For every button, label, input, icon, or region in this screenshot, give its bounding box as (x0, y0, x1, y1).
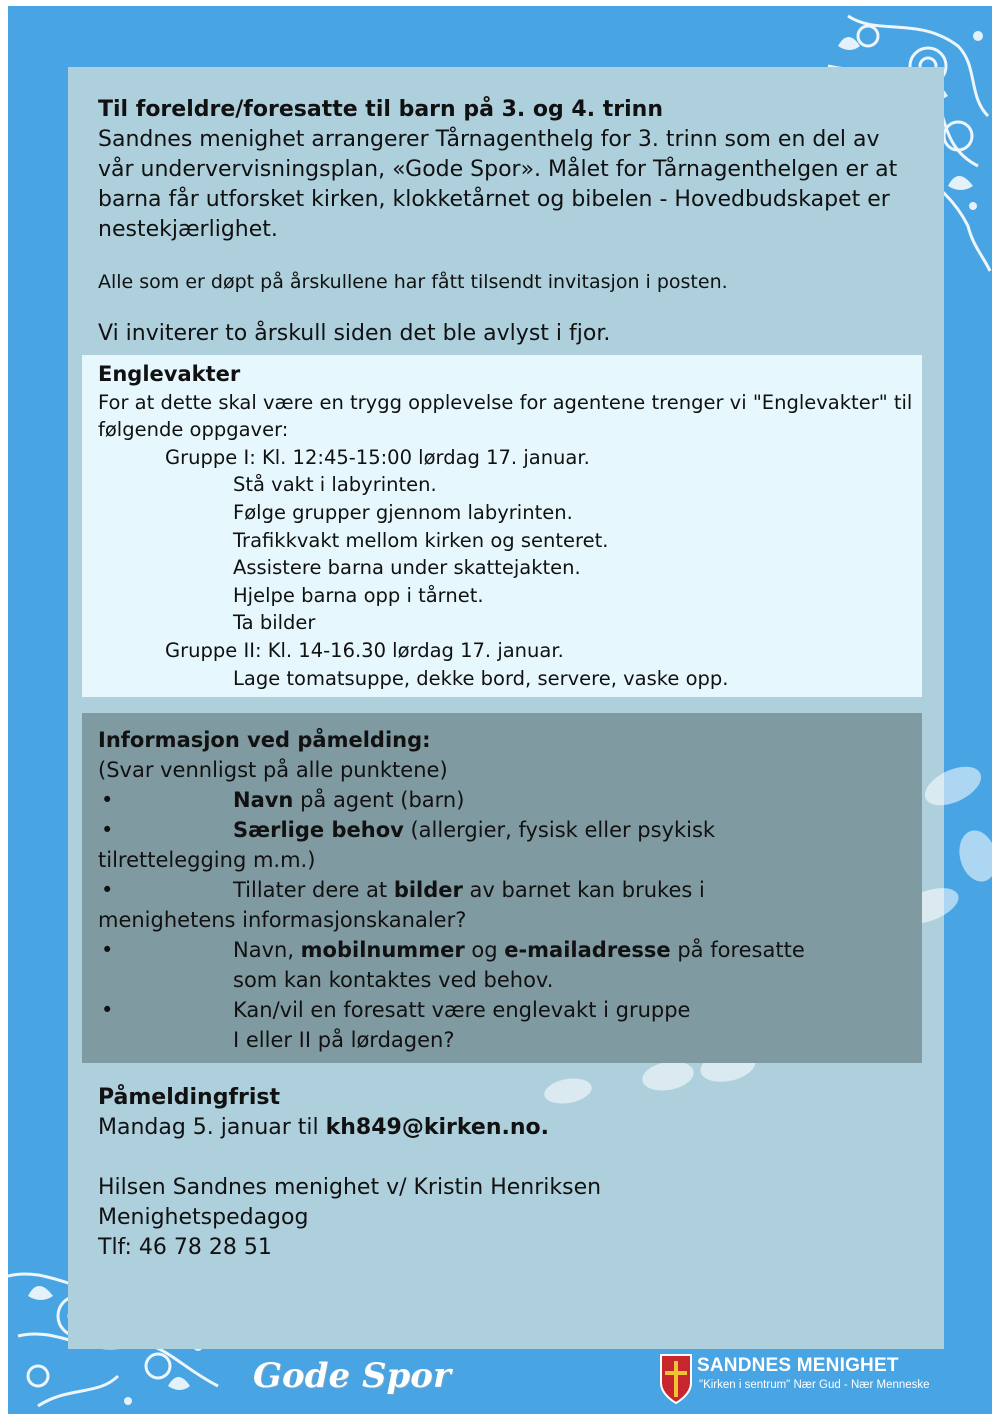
bullet: • (101, 788, 114, 812)
signature-phone: Tlf: 46 78 28 51 (98, 1235, 272, 1260)
registration-subtitle: (Svar vennligst på alle punktene) (98, 758, 448, 782)
group-1-heading: Gruppe I: Kl. 12:45-15:00 lørdag 17. januar. (165, 445, 590, 469)
signature-role: Menighetspedagog (98, 1205, 309, 1230)
item-text: av barnet kan brukes i (462, 878, 705, 902)
item-bold: Navn (233, 788, 294, 812)
registration-item (98, 815, 914, 875)
church-shield-icon (659, 1353, 693, 1405)
item-continuation: I eller II på lørdagen? (233, 1028, 455, 1052)
bullet: • (101, 878, 114, 902)
registration-title: Informasjon ved påmelding: (98, 728, 431, 752)
item-text: Tillater dere at (233, 878, 394, 902)
church-tagline: "Kirken i sentrum" Nær Gud - Nær Menneske (699, 1379, 930, 1391)
intro-paragraph: Sandnes menighet arrangerer Tårnagenthelg for 3. trinn som en del av vår undervervisningsplan, «Gode Spor». Målet for Tårnagenthelgen er at barna får utforsket kirken, klokketårnet og bibelen - Hovedbudskapet er nestekjærlighet. (98, 127, 898, 242)
item-text: Kan/vil en foresatt være englevakt i gruppe (233, 998, 691, 1022)
registration-item (98, 785, 914, 815)
item-continuation: som kan kontaktes ved behov. (233, 968, 554, 992)
group-1-task: Ta bilder (233, 611, 316, 635)
item-text: på agent (barn) (293, 788, 465, 812)
intro-heading: Til foreldre/foresatte til barn på 3. og 4. trinn (98, 97, 663, 122)
item-bold: Særlige behov (233, 818, 404, 842)
item-text: (allergier, fysisk eller psykisk (403, 818, 716, 842)
registration-info-box (82, 713, 922, 1063)
item-text: Navn, (233, 938, 301, 962)
invitation-text: Alle som er døpt på årskullene har fått tilsendt invitasjon i posten. (98, 271, 728, 293)
deadline-date: Mandag 5. januar til (98, 1115, 326, 1140)
group-1-task: Hjelpe barna opp i tårnet. (233, 583, 484, 607)
item-bold: mobilnummer (300, 938, 465, 962)
deadline-and-signature (98, 1083, 918, 1263)
church-name: SANDNES MENIGHET (697, 1355, 899, 1376)
group-2-task: Lage tomatsuppe, dekke bord, servere, vaske opp. (233, 666, 729, 690)
item-continuation: menighetens informasjonskanaler? (98, 908, 467, 932)
two-years-text: Vi inviterer to årskull siden det ble avlyst i fjor. (98, 321, 611, 346)
item-continuation: tilrettelegging m.m.) (98, 848, 316, 872)
group-2-heading: Gruppe II: Kl. 14-16.30 lørdag 17. januar. (165, 638, 564, 662)
group-1-task: Assistere barna under skattejakten. (233, 556, 581, 580)
item-bold: e-mailadresse (504, 938, 671, 962)
item-text: og (464, 938, 505, 962)
sandnes-menighet-logo (659, 1353, 959, 1413)
deadline-text (98, 1113, 918, 1143)
registration-item (98, 995, 914, 1055)
gode-spor-logo: Gode Spor (253, 1356, 451, 1396)
group-1-task: Følge grupper gjennom labyrinten. (233, 500, 573, 524)
item-text: på foresatte (670, 938, 805, 962)
registration-item (98, 935, 914, 995)
angel-guards-intro: For at dette skal være en trygg opplevelse for agentene trenger vi "Englevakter" til følgende oppgaver: (98, 390, 913, 442)
group-1-task: Stå vakt i labyrinten. (233, 473, 437, 497)
angel-guards-box (82, 355, 922, 697)
bullet: • (101, 818, 114, 842)
signature-line: Hilsen Sandnes menighet v/ Kristin Henriksen (98, 1175, 602, 1200)
angel-guards-title: Englevakter (98, 362, 241, 386)
registration-item (98, 875, 914, 935)
bullet: • (101, 998, 114, 1022)
intro-section (98, 95, 918, 349)
deadline-email-link[interactable]: kh849@kirken.no. (325, 1115, 549, 1140)
group-1-task: Trafikkvakt mellom kirken og senteret. (233, 528, 609, 552)
item-bold: bilder (393, 878, 463, 902)
deadline-title: Påmeldingfrist (98, 1085, 281, 1110)
bullet: • (101, 938, 114, 962)
